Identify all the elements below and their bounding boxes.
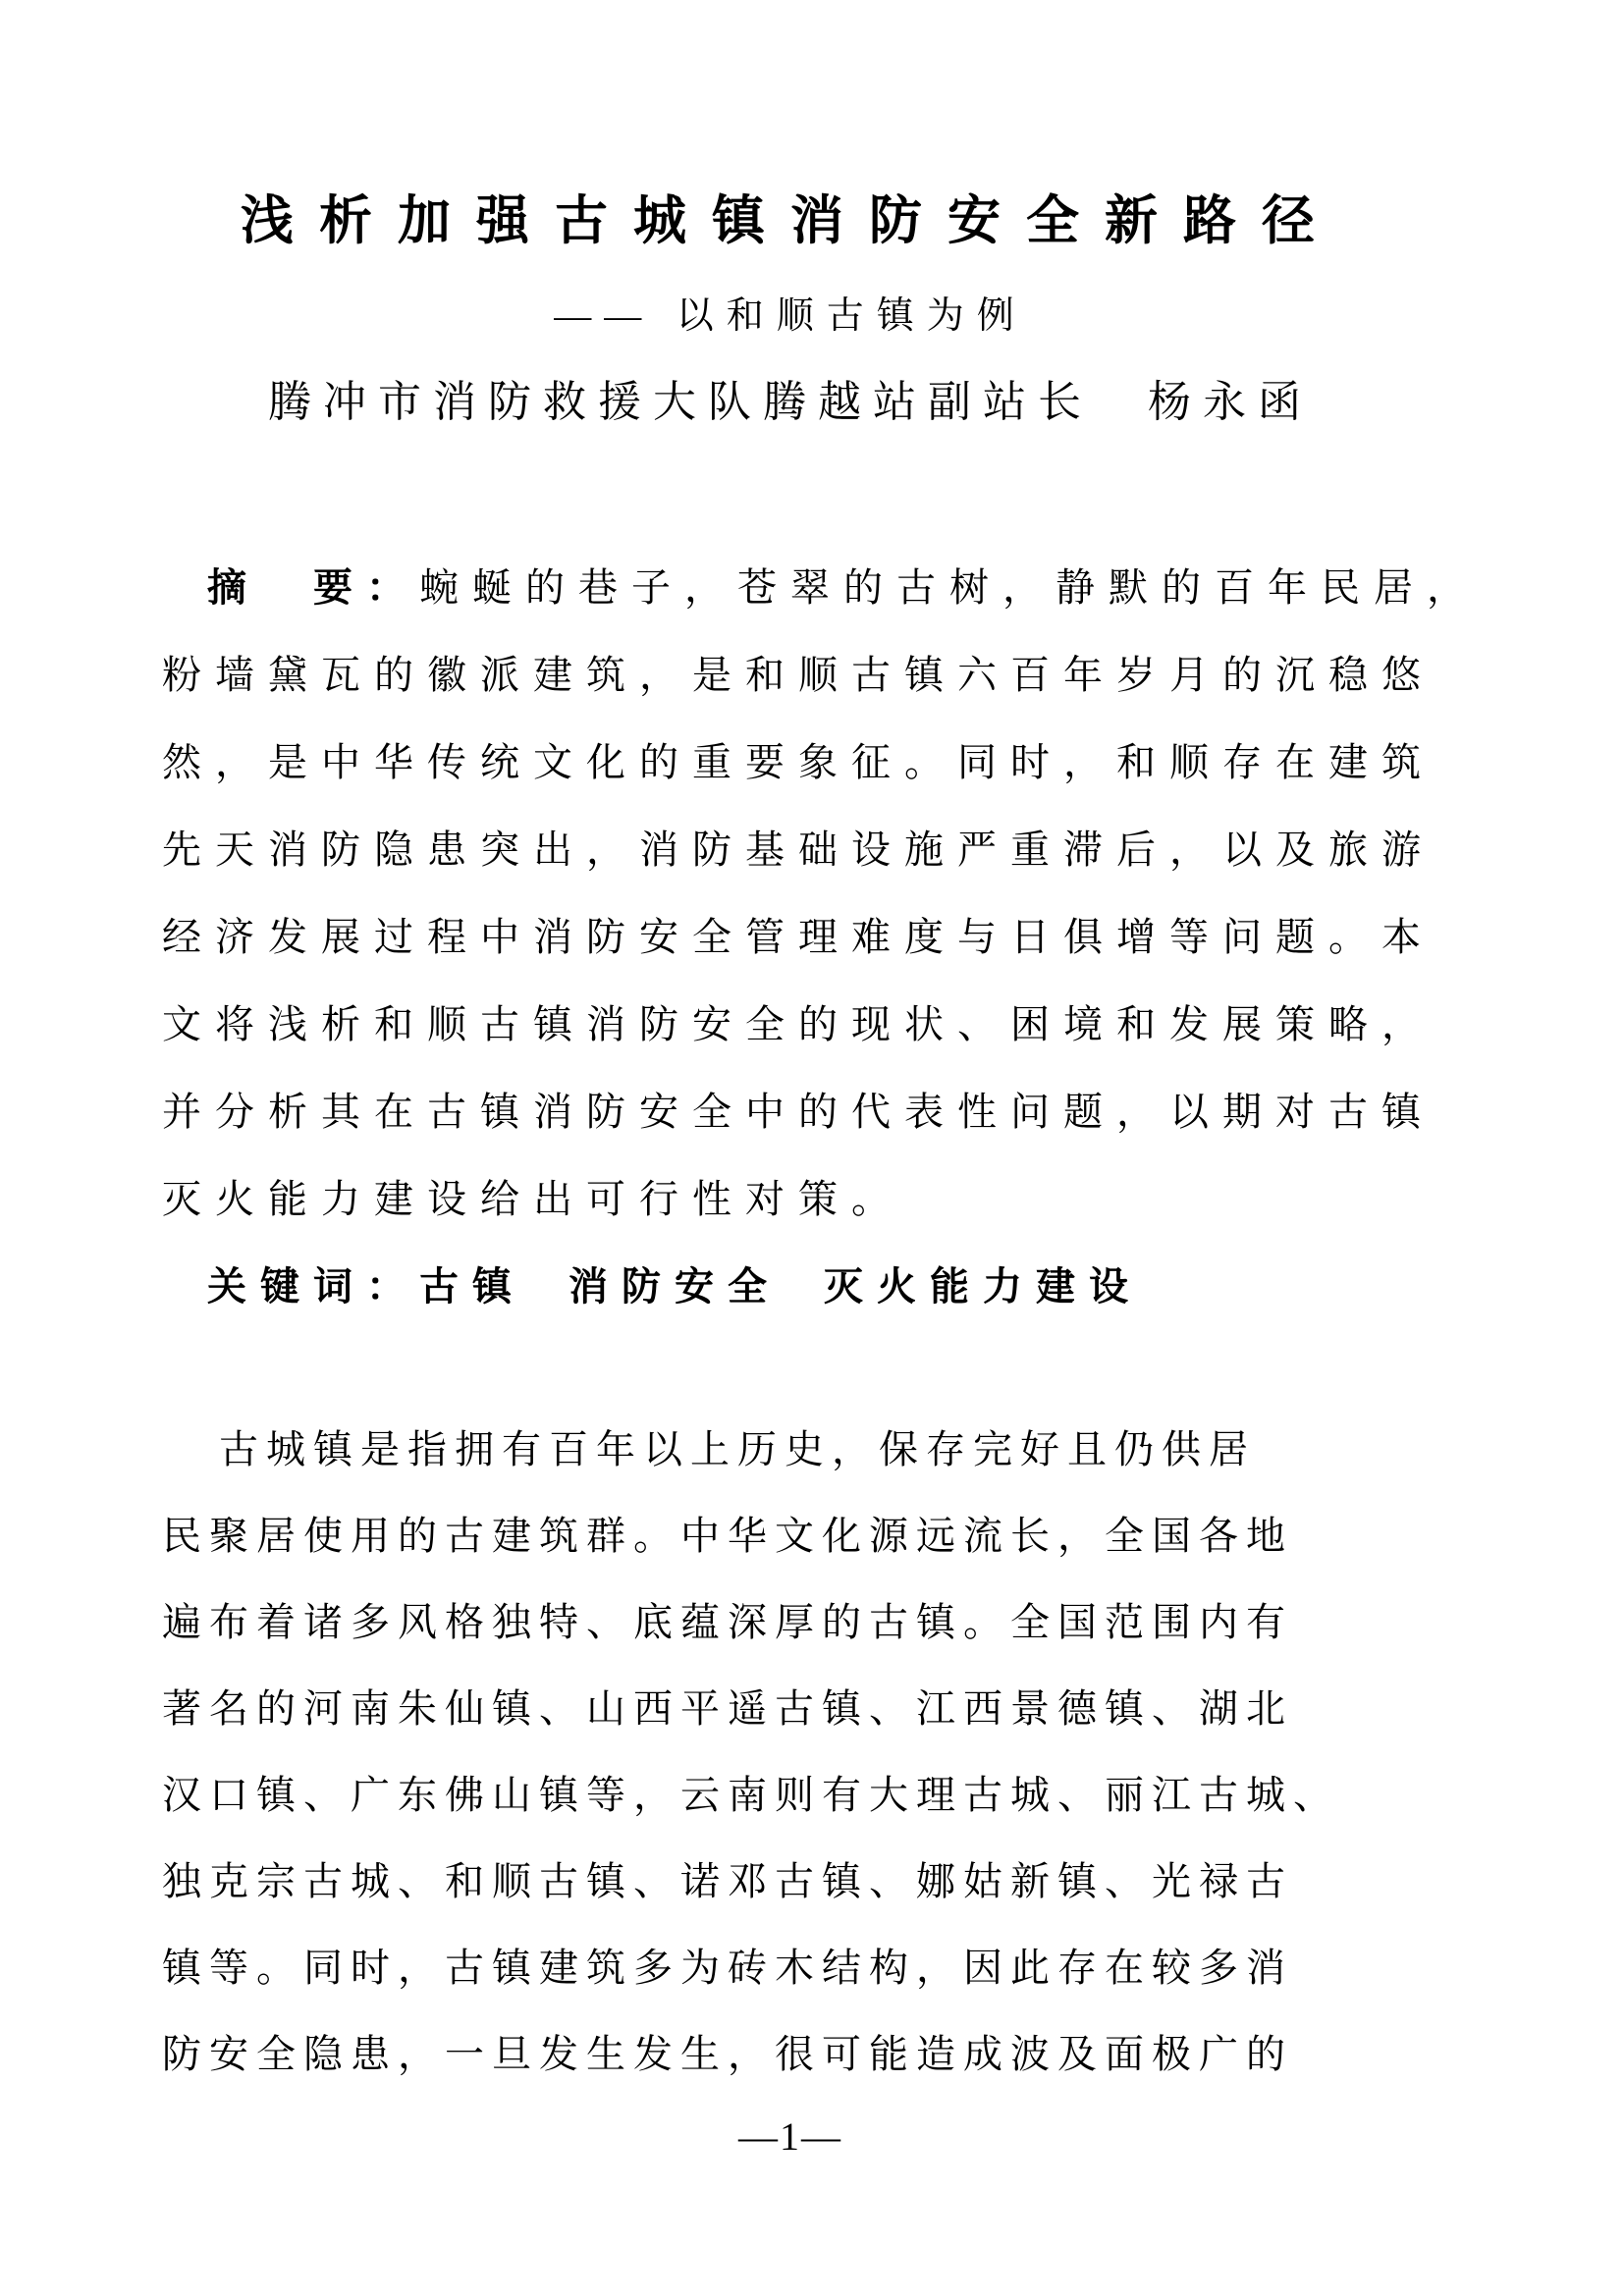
keyword-item: 古镇	[419, 1265, 525, 1308]
body-text-line: 著名的河南朱仙镇、山西平遥古镇、江西景德镇、湖北	[162, 1686, 1293, 1731]
abstract-line: 先天消防隐患突出，消防基础设施严重滞后，以及旅游	[162, 828, 1435, 872]
body-text-line: 汉口镇、广东佛山镇等，云南则有大理古城、丽江古城、	[162, 1773, 1340, 1817]
body-text-line: 镇等。同时，古镇建筑多为砖木结构，因此存在较多消	[162, 1946, 1293, 1990]
abstract-text: 蜿蜒的巷子，苍翠的古树，静默的百年民居，	[419, 565, 1480, 610]
document-title: 浅析加强古城镇消防安全新路径	[241, 191, 1340, 250]
body-text-line: 防安全隐患，一旦发生发生，很可能造成波及面极广的	[162, 2032, 1293, 2076]
body-text-line: 独克宗古城、和顺古镇、诺邓古镇、娜姑新镇、光禄古	[162, 1859, 1293, 1903]
body-paragraph	[162, 1407, 1419, 2098]
abstract-line: 然，是中华传统文化的重要象征。同时，和顺存在建筑	[162, 740, 1435, 784]
keywords-label: 关键词：	[207, 1265, 419, 1308]
abstract-line: 文将浅析和顺古镇消防安全的现状、困境和发展策略，	[162, 1002, 1435, 1046]
keyword-item: 消防安全	[568, 1265, 781, 1308]
body-text-line: 民聚居使用的古建筑群。中华文化源远流长，全国各地	[162, 1514, 1293, 1558]
author-byline: 腾冲市消防救援大队腾越站副站长 杨永函	[268, 378, 1313, 426]
abstract-label: 摘 要：	[207, 566, 419, 610]
keywords-row	[162, 1243, 1419, 1330]
page-footer	[162, 2109, 1419, 2164]
page-number: —1—	[738, 2114, 842, 2159]
abstract-line: 并分析其在古镇消防安全中的代表性问题，以期对古镇	[162, 1090, 1435, 1134]
body-text-line: 古城镇是指拥有百年以上历史，保存完好且仍供居	[219, 1427, 1256, 1471]
abstract-line: 灭火能力建设给出可行性对策。	[162, 1177, 904, 1221]
abstract-section	[162, 544, 1480, 1330]
keyword-item: 灭火能力建设	[824, 1265, 1142, 1308]
body-text-line: 遍布着诸多风格独特、底蕴深厚的古镇。全国范围内有	[162, 1600, 1293, 1644]
abstract-line: 粉墙黛瓦的徽派建筑，是和顺古镇六百年岁月的沉稳悠	[162, 653, 1435, 697]
abstract-line	[162, 544, 1480, 631]
document-subtitle: —— 以和顺古镇为例	[554, 295, 1027, 337]
abstract-line: 经济发展过程中消防安全管理难度与日俱增等问题。本	[162, 915, 1435, 959]
